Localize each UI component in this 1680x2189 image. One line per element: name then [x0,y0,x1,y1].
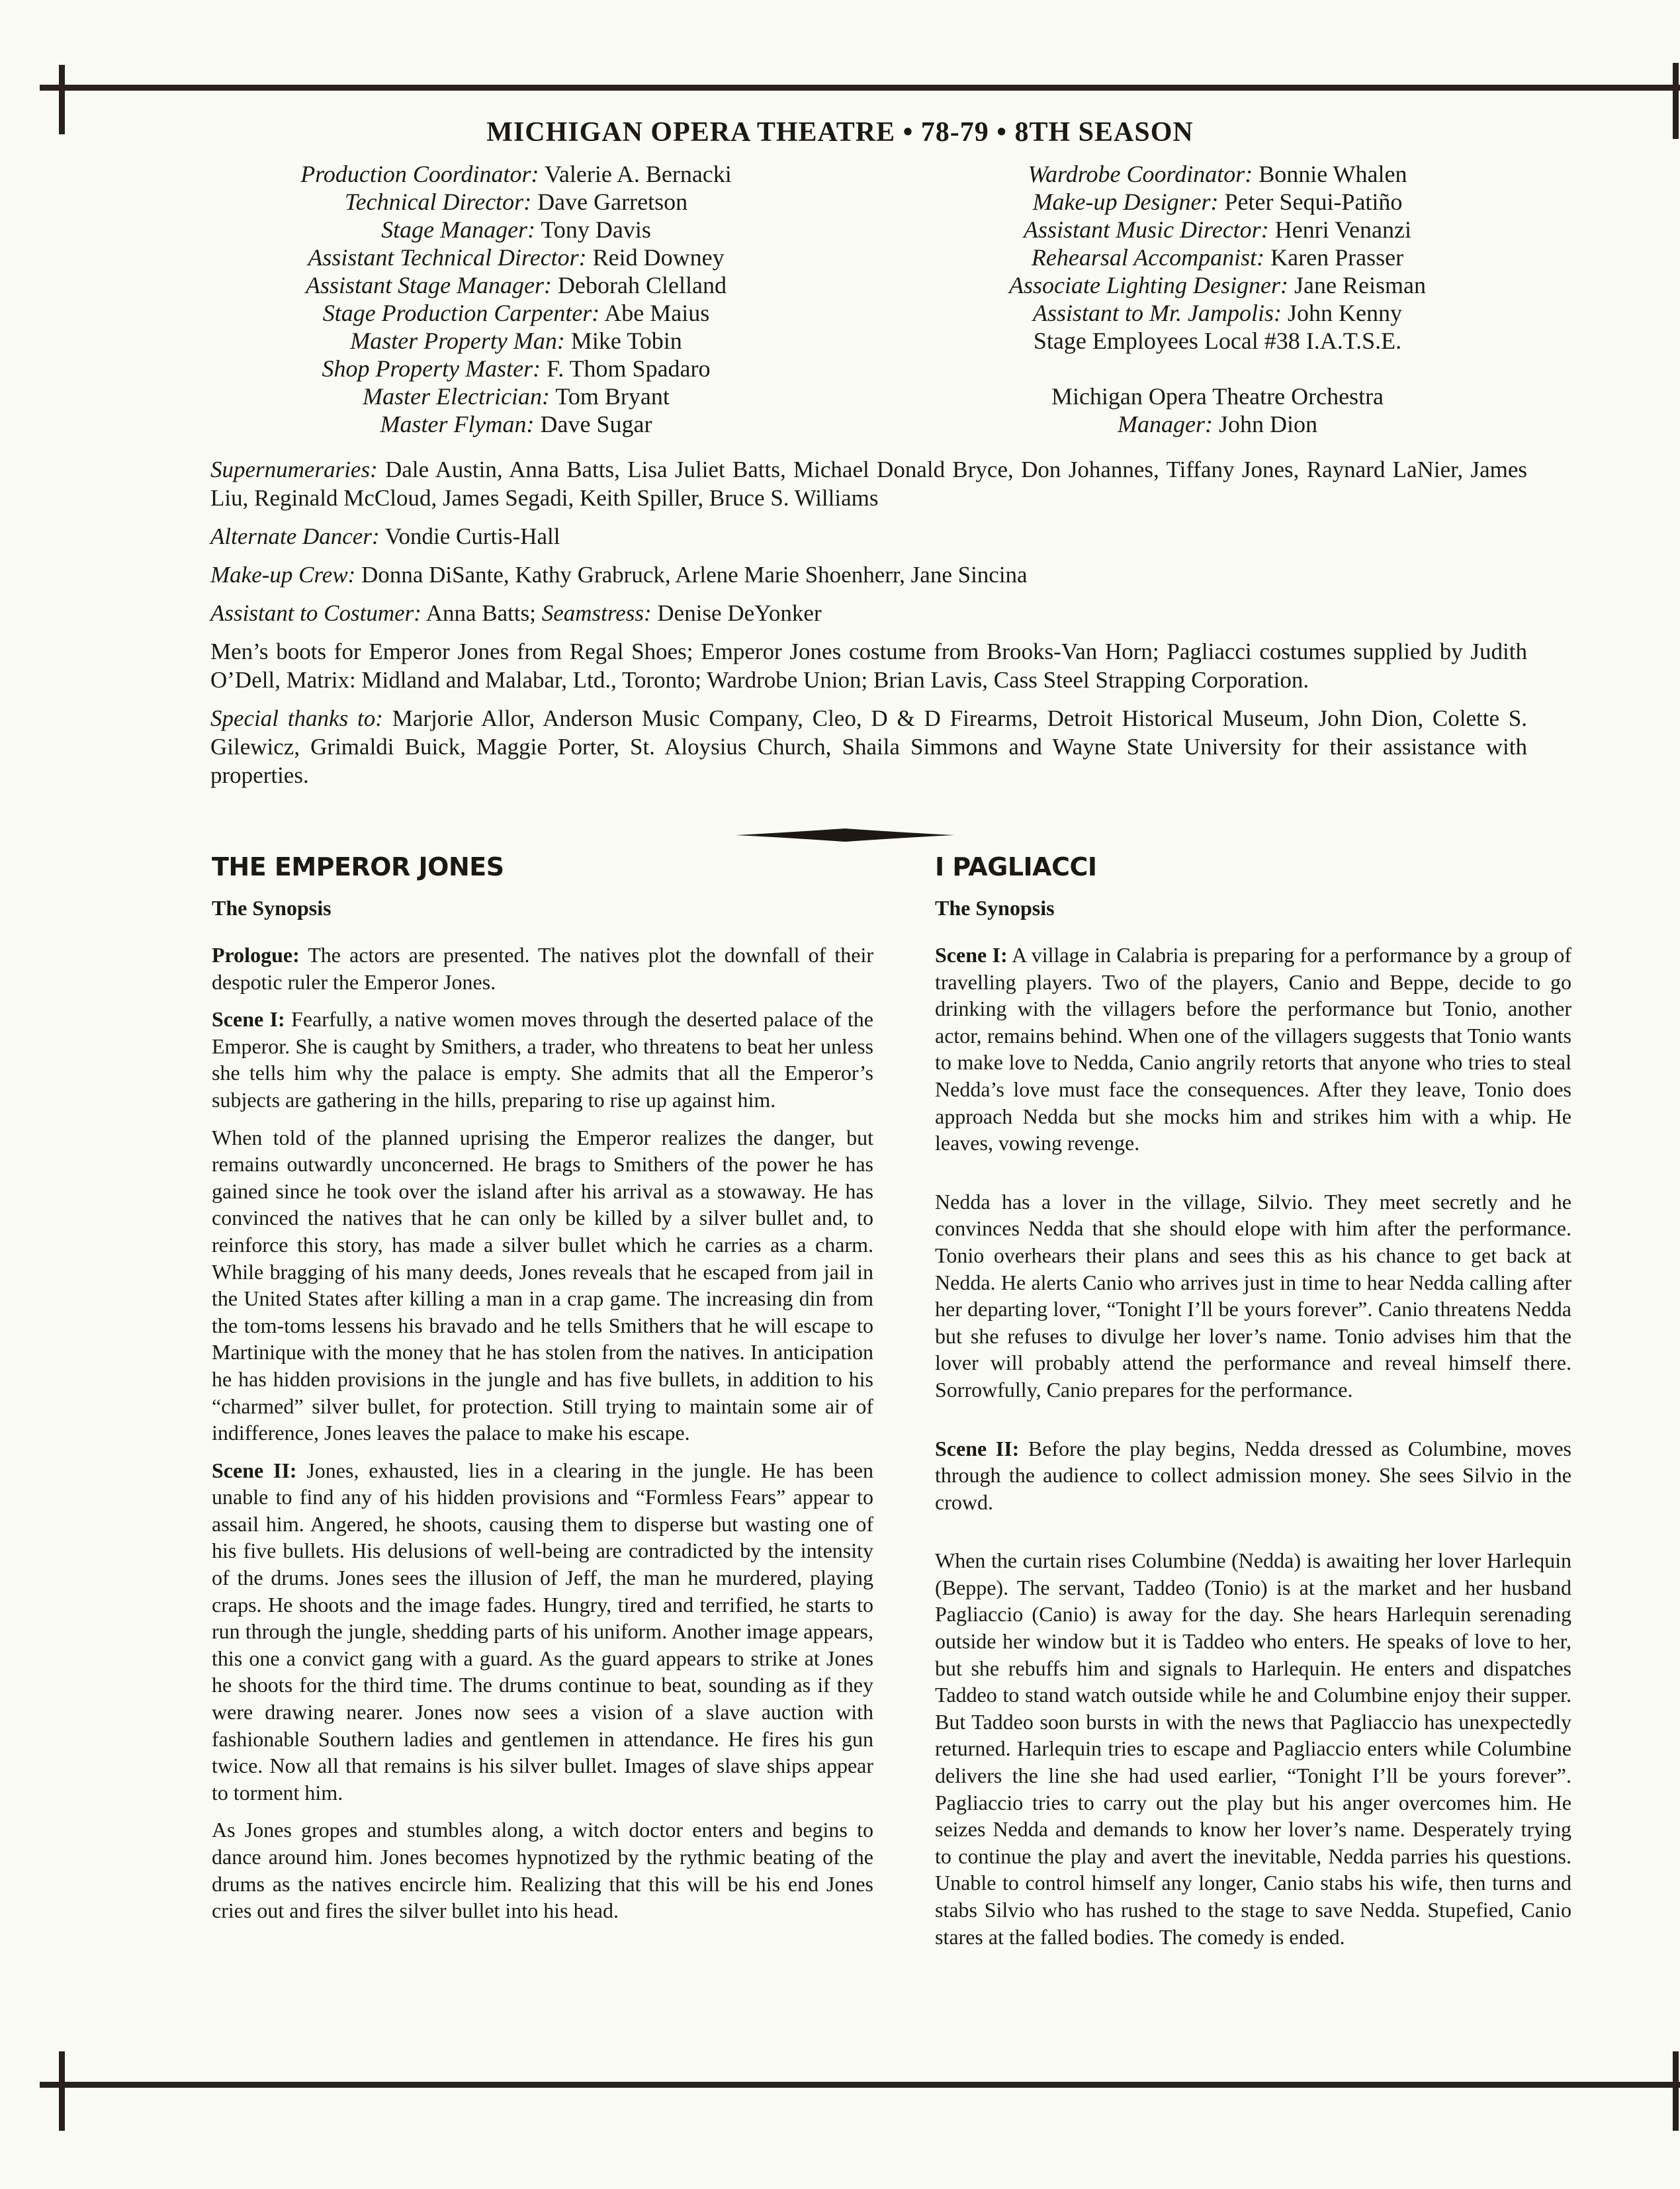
orchestra-manager: Manager: John Dion [1118,411,1317,437]
credit-line: Associate Lighting Designer: Jane Reisman [1009,272,1426,298]
emperor-jones-scene-1: Scene I: Fearfully, a native women moves through the deserted palace of the Emperor. She is caught by Smithers, a trader, who threatens to beat her unless she tells him why the palace is empty. She admits that all the Emperor’s subjects are gathering in the hills, preparing to rise up against him. [212,1007,874,1112]
supernumeraries-note: Supernumeraries: Dale Austin, Anna Batts, Lisa Juliet Batts, Michael Donald Bryce, Don Johannes, Tiffany Jones, Raynard LaNier, James Liu, Reginald McCloud, James Segadi, Keith Spiller, Bruce S. Williams [210,457,1527,511]
credit-line: Technical Director: Dave Garretson [344,189,688,215]
credit-line: Master Flyman: Dave Sugar [380,411,652,437]
credit-line: Rehearsal Accompanist: Karen Prasser [1031,244,1404,271]
page-title: MICHIGAN OPERA THEATRE • 78-79 • 8TH SEASON [486,117,1194,148]
orchestra-name: Michigan Opera Theatre Orchestra [1051,383,1384,410]
credit-line: Stage Manager: Tony Davis [381,216,651,243]
emperor-jones-column [212,852,873,1935]
credit-line: Shop Property Master: F. Thom Spadaro [322,355,711,382]
pagliacci-scene-1: Scene I: A village in Calabria is preparing for a performance by a group of travelling players. Two of the players, Canio and Beppe, decide to go drinking with the villagers before the performance but Tonio, another actor, remains behind. When one of the villagers suggests that Tonio wants to make love to Nedda, Canio angrily retorts that anyone who tries to steal Nedda’s love must face the consequences. After they leave, Tonio does approach Nedda but she mocks him and strikes him with a whip. He leaves, vowing revenge. [935,943,1572,1155]
corner-tick-bottom-left [59,2051,65,2131]
emperor-jones-prologue: Prologue: The actors are presented. The natives plot the downfall of their despotic ruler the Emperor Jones. [212,943,873,994]
emperor-jones-synopsis-heading: The Synopsis [212,896,332,920]
credit-line: Production Coordinator: Valerie A. Bernacki [300,161,732,187]
pagliacci-column [935,852,1571,1961]
emperor-jones-scene-2-continued: As Jones gropes and stumbles along, a witch doctor enters and begins to dance around him. Jones becomes hypnotized by the rythmic beating of the drums as the natives encircle him. Realizing that this will be his end Jones cries out and fires the silver bullet into his head. [212,1818,873,1923]
credit-line: Assistant to Mr. Jampolis: John Kenny [1032,300,1402,326]
credit-line: Wardrobe Coordinator: Bonnie Whalen [1028,161,1407,187]
emperor-jones-title: THE EMPEROR JONES [212,852,504,881]
credits-left [185,160,847,438]
pagliacci-scene-2: Scene II: Before the play begins, Nedda dressed as Columbine, moves through the audience to collect admission money. She sees Silvio in the crowd. [935,1436,1572,1514]
alternate-dancer-note: Alternate Dancer: Vondie Curtis-Hall [210,523,560,549]
credit-line: Make-up Designer: Peter Sequi-Patiño [1032,189,1403,215]
top-rule [40,85,1680,91]
makeup-crew-note: Make-up Crew: Donna DiSante, Kathy Grabruck, Arlene Marie Shoenherr, Jane Sincina [210,562,1028,588]
pagliacci-synopsis-heading: The Synopsis [935,896,1055,920]
credit-line: Assistant Stage Manager: Deborah Clelland [306,272,727,298]
pagliacci-scene-2-continued: When the curtain rises Columbine (Nedda) is awaiting her lover Harlequin (Beppe). The servant, Taddeo (Tonio) is at the market and her husband Pagliaccio (Canio) is away for the day. She hears Harlequin serenading outside her window but it is Taddeo who enters. He speaks of love to her, but she rebuffs him and signals to Harlequin. He enters and dispatches Taddeo to stand watch outside while he and Columbine enjoy their supper. But Taddeo soon bursts in with the news that Pagliaccio has unexpectedly returned. Harlequin tries to escape and Pagliaccio enters while Columbine delivers the line she had used earlier, “Tonight I’ll be yours forever”. Pagliaccio tries to carry out the play but his anger overcomes him. He seizes Nedda and demands to know her lover’s name. Desperately trying to continue the play and avert the inevitable, Nedda parries his questions. Unable to control himself any longer, Canio stabs his wife, then turns and stabs Silvio who has rushed to the stage to save Nedda. Stupefied, Canio stares at the falled bodies. The comedy is ended. [935,1548,1571,1949]
divider-ornament [736,827,954,843]
credit-line: Master Property Man: Mike Tobin [350,328,682,354]
production-notes [210,455,1527,799]
bottom-rule [40,2082,1680,2088]
special-thanks-note: Special thanks to: Marjorie Allor, Anderson Music Company, Cleo, D & D Firearms, Detroit Historical Museum, John Dion, Colette S. Gilewicz, Grimaldi Buick, Maggie Porter, St. Aloysius Church, Shaila Simmons and Wayne State University for their assistance with properties. [210,705,1528,788]
spacer [913,355,1522,382]
corner-tick-bottom-right [1673,2051,1679,2131]
pagliacci-scene-1-continued: Nedda has a lover in the village, Silvio. They meet secretly and he convinces Nedda that she should elope with him after the performance. Tonio overhears their plans and sees this as his chance to get back at Nedda. He alerts Canio who arrives just in time to hear Nedda calling after her departing lover, “Tonight I’ll be yours forever”. Canio threatens Nedda but she refuses to divulge her lover’s name. Tonio advises him that the lover will probably attend the performance and reveal himself there. Sorrowfully, Canio prepares for the performance. [935,1189,1571,1402]
pagliacci-title: I PAGLIACCI [935,852,1097,881]
credits-right [913,160,1522,438]
credit-line: Assistant Music Director: Henri Venanzi [1024,216,1411,243]
credit-line: Master Electrician: Tom Bryant [363,383,670,410]
suppliers-note: Men’s boots for Emperor Jones from Regal Shoes; Emperor Jones costume from Brooks-Van Horn; Pagliacci costumes supplied by Judith O’Dell, Matrix: Midland and Malabar, Ltd., Toronto; Wardrobe Union; Brian Lavis, Cass Steel Strapping Corporation. [210,639,1527,693]
credit-line: Stage Production Carpenter: Abe Maius [322,300,710,326]
credit-line: Assistant Technical Director: Reid Downey [308,244,725,271]
emperor-jones-scene-1-continued: When told of the planned uprising the Emperor realizes the danger, but remains outwardly unconcerned. He brags to Smithers of the power he has gained since he took over the island after his arrival as a stowaway. He has convinced the natives that he can only be killed by a silver bullet and, to reinforce this story, has made a silver bullet which he carries as a charm. While bragging of his many deeds, Jones reveals that he escaped from jail in the United States after killing a man in a crap game. The increasing din from the tom-toms lessens his bravado and he tells Smithers that he will escape to Martinique with the money that he has stolen from the natives. In anticipation he has hidden provisions in the jungle and has five bullets, in addition to his “charmed” silver bullet, for protection. Still trying to maintain some air of indifference, Jones leaves the palace to make his escape. [212,1125,873,1445]
costumer-note: Assistant to Costumer: Anna Batts; Seamstress: Denise DeYonker [210,600,822,626]
emperor-jones-scene-2: Scene II: Jones, exhausted, lies in a clearing in the jungle. He has been unable to find any of his hidden provisions and “Formless Fears” appear to assail him. Angered, he shoots, causing them to disperse but wasting one of his five bullets. His delusions of well-being are contradicted by the intensity of the drums. Jones sees the illusion of Jeff, the man he murdered, playing craps. He shoots and the image fades. Hungry, tired and terrified, he starts to run through the jungle, shedding parts of his uniform. Another image appears, this one a convict gang with a guard. As the guard appears to strike at Jones he shoots for the third time. The drums continue to beat, sounding as if they were drawing nearer. Jones now sees a vision of a slave auction with fashionable Southern ladies and gentlemen in attendance. He fires his gun twice. Now all that remains is his silver bullet. Images of slave ships appear to torment him. [212,1458,874,1805]
credit-line: Stage Employees Local #38 I.A.T.S.E. [1033,328,1402,354]
